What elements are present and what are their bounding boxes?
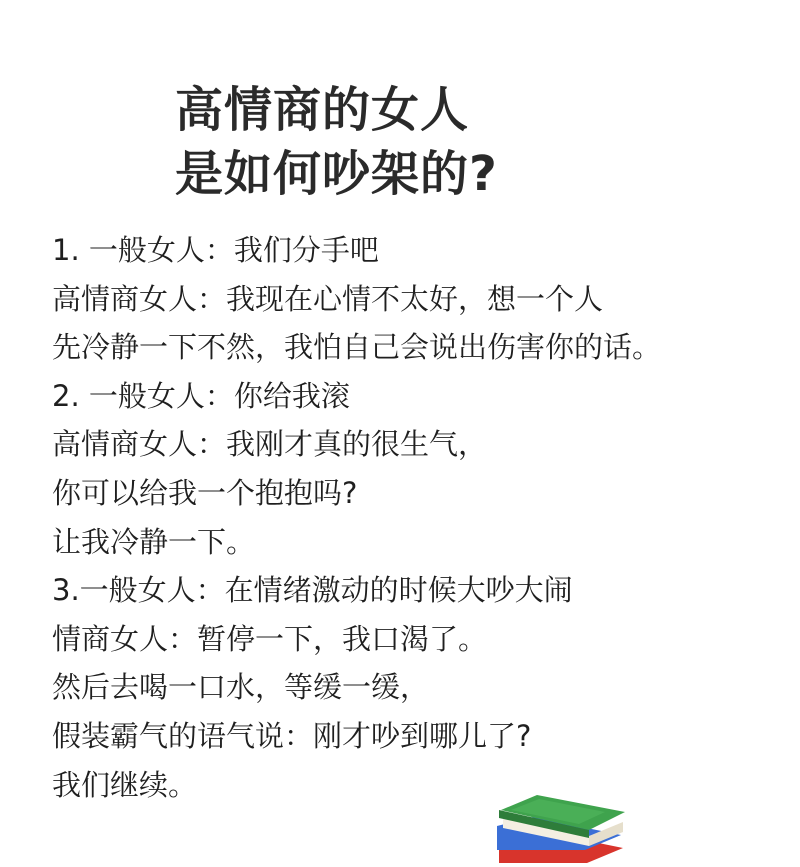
books-icon xyxy=(495,790,630,863)
title-line-2: 是如何吵架的? xyxy=(175,146,498,202)
body-line: 2. 一般女人：你给我滚 xyxy=(52,378,350,413)
body-line: 让我冷静一下。 xyxy=(52,524,256,559)
body-line: 我们继续。 xyxy=(52,767,198,802)
body-line: 1. 一般女人：我们分手吧 xyxy=(52,233,379,267)
body-line: 高情商女人：我刚才真的很生气， xyxy=(52,427,488,462)
body-line: 假装霸气的语气说：刚才吵到哪儿了? xyxy=(52,718,532,753)
body-line: 情商女人：暂停一下，我口渴了。 xyxy=(52,621,488,656)
body-line: 你可以给我一个抱抱吗? xyxy=(52,475,358,510)
title-line-1: 高情商的女人 xyxy=(175,82,470,138)
body-line: 3.一般女人：在情绪激动的时候大吵大闹 xyxy=(52,573,573,608)
article-body xyxy=(52,226,792,809)
body-line: 先冷静一下不然，我怕自己会说出伤害你的话。 xyxy=(52,330,662,365)
article-title xyxy=(175,78,498,206)
body-line: 然后去喝一口水，等缓一缓， xyxy=(52,670,430,705)
body-line: 高情商女人：我现在心情不太好，想一个人 xyxy=(52,281,604,316)
